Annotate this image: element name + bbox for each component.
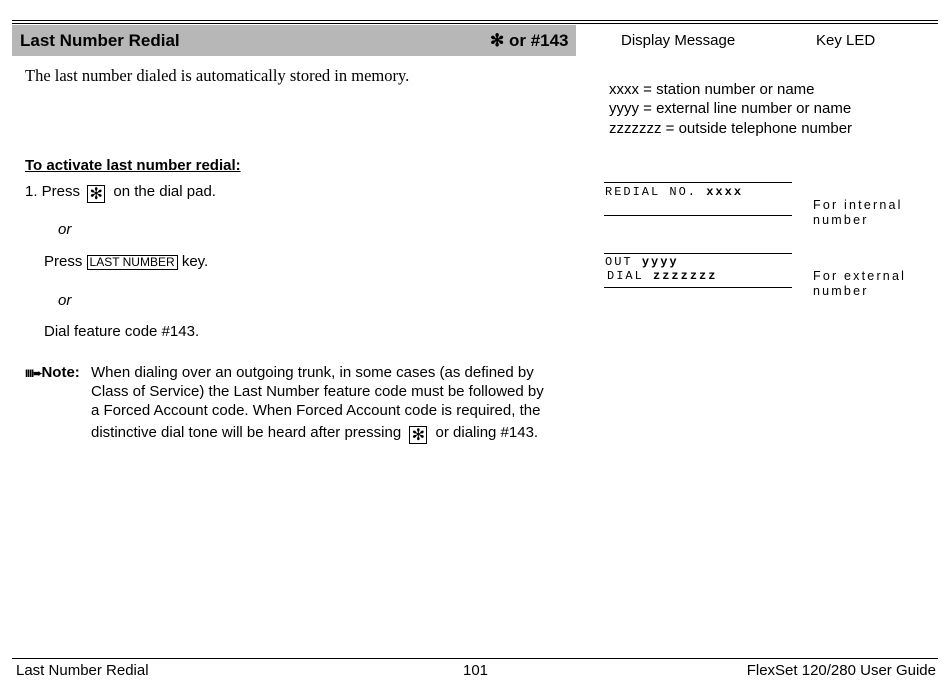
- led-note-internal-2: number: [813, 213, 869, 227]
- lcd-dial-value: zzzzzzz: [653, 269, 718, 283]
- lcd-redial: [605, 185, 743, 199]
- lcd-rule-4: [604, 287, 792, 288]
- footer-section-title: Last Number Redial: [16, 662, 149, 679]
- lcd-rule-3: [604, 253, 792, 254]
- page-title: Last Number Redial: [20, 31, 180, 50]
- press-prefix: Press: [44, 253, 83, 270]
- lcd-dial: [607, 269, 717, 283]
- legend-outside-number: zzzzzzz = outside telephone number: [609, 120, 853, 137]
- led-note-external: [813, 269, 906, 299]
- lcd-out: [605, 255, 679, 269]
- column-display-message: Display Message: [621, 32, 736, 49]
- star-icon: ✻: [490, 31, 505, 50]
- note-line-1: When dialing over an outgoing trunk, in some cases (as defined by: [91, 364, 534, 381]
- legend-external-line: yyyy = external line number or name: [609, 100, 852, 117]
- step-press-key: [44, 253, 208, 270]
- note-line-4: [91, 424, 538, 444]
- last-number-key: LAST NUMBER: [87, 255, 178, 270]
- lcd-redial-value: xxxx: [706, 185, 744, 199]
- led-note-internal-1: For internal: [813, 198, 903, 212]
- activate-heading: To activate last number redial:: [25, 157, 241, 174]
- feature-code: [490, 31, 569, 51]
- lcd-rule-2: [604, 215, 792, 216]
- feature-code-text: or #143: [504, 31, 569, 50]
- top-rule: [12, 20, 938, 21]
- column-key-led: Key LED: [816, 32, 876, 49]
- note-arrow-icon: IIII➨: [25, 368, 42, 380]
- footer-guide-title: FlexSet 120/280 User Guide: [746, 662, 936, 679]
- note-line-3: a Forced Account code. When Forced Account code is required, the: [91, 402, 541, 419]
- star-key-icon: ✻: [87, 185, 105, 203]
- note-label: [25, 364, 80, 381]
- lcd-out-label: OUT: [605, 255, 633, 269]
- note-label-text: Note:: [41, 364, 80, 381]
- press-suffix: key.: [181, 253, 209, 270]
- lcd-out-value: yyyy: [641, 255, 679, 269]
- step-1: [25, 183, 216, 203]
- lcd-redial-label: REDIAL NO.: [605, 185, 698, 199]
- step-1-prefix: 1. Press: [25, 183, 81, 200]
- lcd-rule-1: [604, 182, 792, 183]
- star-key-icon-note: ✻: [409, 426, 427, 444]
- or-text-2: or: [58, 292, 72, 309]
- step-1-suffix: on the dial pad.: [113, 183, 216, 200]
- footer-rule: [12, 658, 938, 659]
- dial-code-text: Dial feature code #143.: [44, 323, 200, 340]
- led-note-internal: [813, 198, 903, 228]
- top-rule-2: [12, 23, 938, 24]
- footer-page-number: 101: [463, 662, 489, 679]
- intro-text: The last number dialed is automatically stored in memory.: [25, 66, 410, 85]
- legend-station: xxxx = station number or name: [609, 81, 815, 98]
- led-note-external-2: number: [813, 284, 869, 298]
- lcd-dial-label: DIAL: [607, 269, 644, 283]
- or-text-1: or: [58, 221, 72, 238]
- note-line-4-suffix: or dialing #143.: [435, 424, 539, 441]
- note-line-2: Class of Service) the Last Number feature code must be followed by: [91, 383, 544, 400]
- note-line-4-prefix: distinctive dial tone will be heard after pressing: [91, 424, 402, 441]
- led-note-external-1: For external: [813, 269, 907, 283]
